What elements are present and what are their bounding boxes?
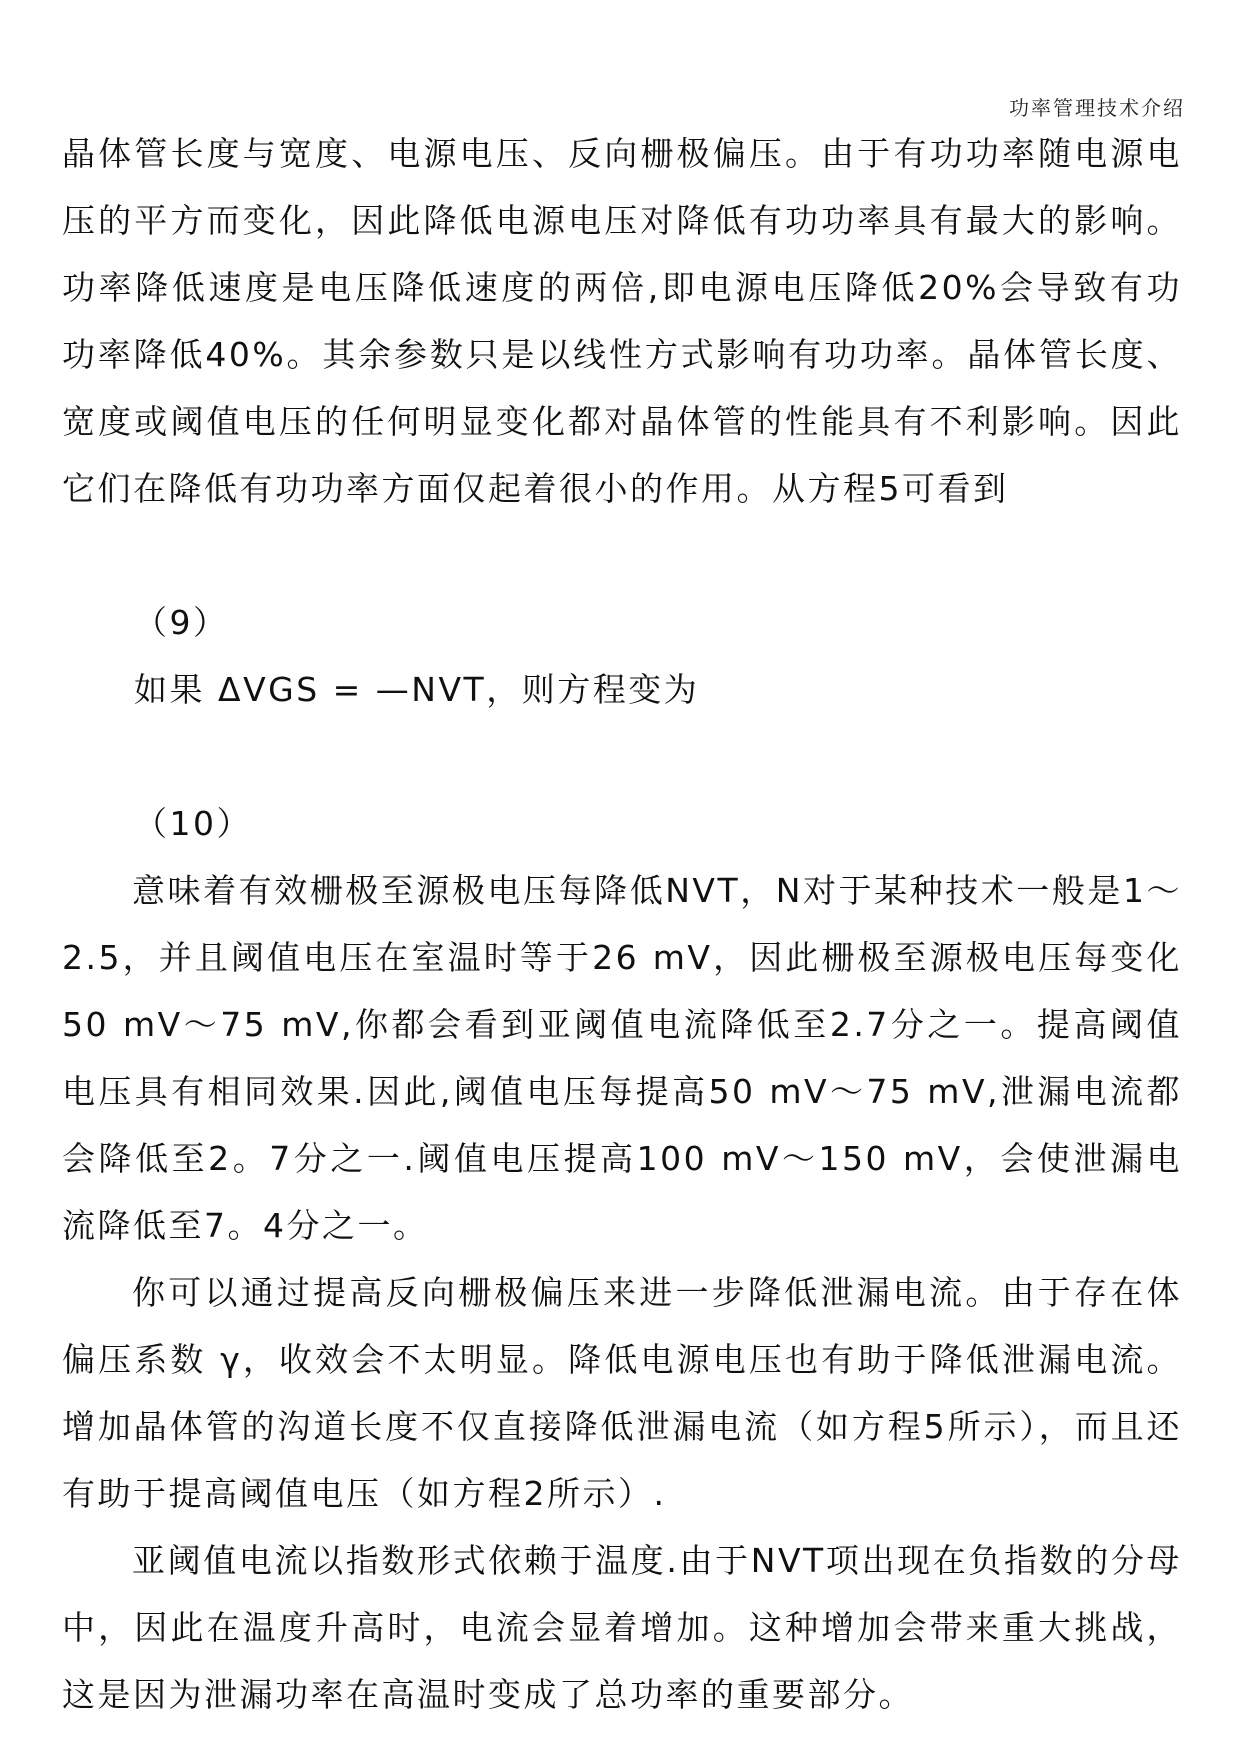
paragraph-power-scaling: 晶体管长度与宽度、电源电压、反向栅极偏压。由于有功功率随电源电压的平方而变化，因此降低电源电压对降低有功功率具有最大的影响。功率降低速度是电压降低速度的两倍,即电源电压降低20%会导致有功功率降低40%。其余参数只是以线性方式影响有功功率。晶体管长度、宽度或阈值电压的任何明显变化都对晶体管的性能具有不利影响。因此它们在降低有功功率方面仅起着很小的作用。从方程5可看到: [62, 134, 1182, 508]
paragraph-subthreshold-current: 意味着有效栅极至源极电压每降低NVT，N对于某种技术一般是1～2.5，并且阈值电压在室温时等于26 mV，因此栅极至源极电压每变化50 mV～75 mV,你都会看到亚阈值电流降低至2.7分之一。提高阈值电压具有相同效果.因此,阈值电压每提高50 mV～75 mV,泄漏电流都会降低至2。7分之一.阈值电压提高100 mV～150 mV，会使泄漏电流降低至7。4分之一。: [62, 871, 1182, 1245]
paragraph-temperature: 亚阈值电流以指数形式依赖于温度.由于NVT项出现在负指数的分母中，因此在温度升高时，电流会显着增加。这种增加会带来重大挑战，这是因为泄漏功率在高温时变成了总功率的重要部分。: [62, 1541, 1182, 1714]
document-body: [62, 120, 1182, 1728]
equation-condition-line: 如果 ΔVGS = —NVT，则方程变为: [134, 670, 700, 709]
equation-9-label: （9）: [134, 603, 229, 642]
running-header: 功率管理技术介绍: [1009, 96, 1185, 120]
paragraph-reverse-bias: 你可以通过提高反向栅极偏压来进一步降低泄漏电流。由于存在体偏压系数 γ，收效会不太明显。降低电源电压也有助于降低泄漏电流。增加晶体管的沟道长度不仅直接降低泄漏电流（如方程5所示），而且还有助于提高阈值电压（如方程2所示）.: [62, 1273, 1182, 1513]
equation-10-label: （10）: [134, 804, 252, 843]
